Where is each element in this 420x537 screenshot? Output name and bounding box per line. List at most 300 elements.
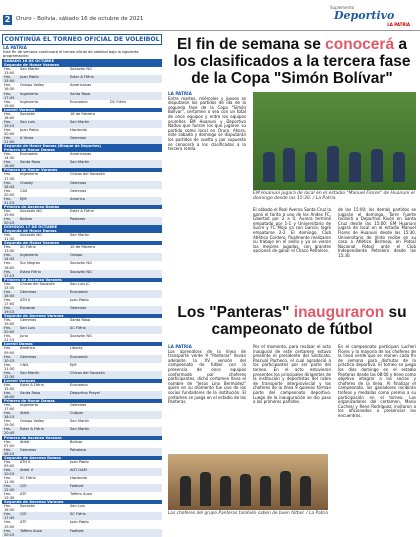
match-time: Hrs. 14:45 <box>4 253 15 262</box>
story2-label: LA PATRIA <box>168 344 192 349</box>
match-note <box>110 326 160 334</box>
home-team: San Martín <box>20 67 40 72</box>
match-note <box>110 120 160 128</box>
match-note <box>110 512 160 520</box>
schedule-row <box>2 427 162 435</box>
away-team: Juan Pablo <box>70 520 89 525</box>
schedule-intro-text: Este fin de semana continuará el torneo oficial de voleibol bajo la siguiente programación: <box>3 50 139 59</box>
match-time: Hrs. 16:00 <box>4 390 15 400</box>
match-note <box>110 83 160 91</box>
home-team: SC Flérix <box>20 475 36 480</box>
match-note <box>110 253 160 261</box>
match-time: Hrs. 13:30 <box>4 492 15 501</box>
match-time: Hrs. 17:00 <box>4 403 15 412</box>
match-time: Hrs. 11:30 <box>4 362 15 371</box>
home-team: América <box>20 346 35 351</box>
schedule-section-header: Primera de Honor Damas <box>2 399 162 403</box>
home-team: Economía <box>20 152 38 157</box>
schedule-section-header: Primera de Ascenso Damas <box>2 205 162 209</box>
schedule-row <box>2 92 162 100</box>
match-time: Hrs. 19:00 <box>4 99 15 108</box>
away-team: America <box>70 196 85 201</box>
home-team: Ingeniería <box>20 99 38 104</box>
away-team: Liberty <box>70 346 83 351</box>
section-logo <box>330 3 412 27</box>
schedule-row <box>2 440 162 448</box>
away-team: 10 de Febrero <box>70 245 95 250</box>
home-team: Ovispo Volley <box>20 83 45 88</box>
away-team: Santa Rosa <box>70 91 91 96</box>
match-time: Hrs. 17:15 <box>4 269 15 278</box>
home-team: Juan Pablo <box>20 75 39 80</box>
match-note <box>110 448 160 456</box>
away-team: Socavón NG <box>70 334 92 339</box>
away-team: Socavón NG <box>70 269 92 274</box>
schedule-row <box>2 383 162 391</box>
schedule-section-header: Segunda de Honor Varones <box>2 241 162 245</box>
schedule-section-header: Primera de Ascenso Varones <box>2 436 162 440</box>
story2-col-2: Por el momento, para realizar el acto inaugural de este certamen estuvo presente el presidente del Sindicato, Pascual Pacheco, el cual agradeció a los participantes por ser parte del torneo. En el acto estuvieron presentes los principales dirigentes de la institución y deportistas del rubro de transporte interprovincial y los choferes de la línea 9 quienes forman parte del campeonato deportivo. Luego de la inauguración se dio paso a los primeros partidos. <box>253 344 331 405</box>
player-figure <box>327 146 339 182</box>
match-note <box>110 363 160 371</box>
schedule-row <box>2 189 162 197</box>
story2-headline <box>168 304 416 338</box>
home-team: Socavón <box>20 504 36 509</box>
away-team: San Martín <box>70 160 90 165</box>
story1-photo-caption: EM Huanuni jugará de local en el estadio "Manuel Flores" de Huanuni el domingo desde las 15:30. / La Patria <box>253 191 415 201</box>
home-team: Socavón NG <box>20 208 42 213</box>
home-team: Ovispo Volley <box>20 419 45 424</box>
away-team: EJM <box>70 362 77 367</box>
schedule-section-header: Primera de Honor Damas <box>2 148 162 152</box>
match-time: Hrs. 19:00 <box>4 208 15 217</box>
away-team: Pasteros <box>70 216 86 221</box>
match-time: Hrs. 16:00 <box>4 160 15 169</box>
away-team: Economía <box>70 354 88 359</box>
player-figure <box>393 152 405 182</box>
home-team: Gemmas <box>20 354 37 359</box>
schedule-row <box>2 403 162 411</box>
story1-col1-text: Entre martes, miércoles y jueves se disputaron los partidos de ida de la segunda fase de la Copa "Simón Bolívar", certamen o sea con un total de once equipos y entre los equipos orureños EM Huanuni y Deportivo Naduo que fueron los que jugaron su partido como local en Oruro. Ahora, este sábado y domingo se disputarán los partidos de vuelta y por supuesto se conocerá a los clasificados a la tercera ronda. <box>168 95 246 152</box>
match-note <box>110 136 160 144</box>
logo-sub: LA PATRIA <box>387 22 410 27</box>
home-team: Ester A Flérix <box>20 382 44 387</box>
match-note <box>110 75 160 83</box>
match-note <box>110 355 160 363</box>
match-note <box>110 160 160 168</box>
match-note <box>110 172 160 180</box>
story1-col-3: de las 15:00; los demás partidos se jugarán el domingo, Torre Fuerte recibirá a Deportivo Kivón en Santa Cruz desde las 15:00; EM Huanuni jugará de local en el estadio Manuel Flores de Huanuni desde las 15:30, Universitario de Vinto recibe en su casa a Atlético Bermejo, en Potosí Nacional Potosí ante el Club Independiente Petrolero desde las 15:30. <box>338 207 416 258</box>
home-team: Santa Rosa <box>20 390 41 395</box>
match-time: Hrs. 16:30 <box>4 504 15 513</box>
schedule-row <box>2 253 162 261</box>
schedule-row <box>2 245 162 253</box>
match-time: Hrs. 20:00 <box>4 127 15 136</box>
player-figure <box>200 472 211 506</box>
schedule-section-header: Segunda de Honor Varones <box>2 63 162 67</box>
schedule-row <box>2 233 162 241</box>
player-figure <box>349 152 361 182</box>
match-time: Hrs. 20:15 <box>4 528 15 537</box>
schedule-row <box>2 112 162 120</box>
away-team: Juan Pablo <box>70 459 89 464</box>
away-team: Economía <box>70 289 88 294</box>
schedule-section-header: Juvenil Varones <box>2 379 162 383</box>
home-team: ATH II <box>20 459 31 464</box>
away-team: SC Flérix <box>70 326 86 331</box>
schedule-row <box>2 128 162 136</box>
match-note <box>110 298 160 306</box>
story2-headline-b: su campeonato de fútbol <box>211 304 407 338</box>
match-note <box>110 520 160 528</box>
match-time: Hrs. 16:00 <box>4 261 15 270</box>
match-time: Hrs. 20:00 <box>4 188 15 197</box>
story2-col1-text: Los aprendices de la línea de transporte verde 9 "Panteras" llevan adelante la XV versión del campeonato de fútbol con la presencia de once equipos conformado por choferes participantes, dicho certamen lleva el nombre de "Jesús Lino Bermúdez" quien en su momento fue uno de los socios fundadores de la institución. El certamen se juega en el estadio de las Panteras. <box>168 348 246 405</box>
away-team: San Luis JC <box>70 281 90 286</box>
schedule-row <box>2 172 162 180</box>
match-note <box>110 189 160 197</box>
match-time: Hrs. 17:45 <box>4 512 15 521</box>
schedule-row <box>2 100 162 108</box>
home-team: Socavón <box>20 111 36 116</box>
match-note <box>110 181 160 189</box>
schedule-row <box>2 346 162 354</box>
away-team: San Martín <box>70 233 90 238</box>
schedule-label: LA PATRIA <box>3 45 27 50</box>
match-note <box>110 460 160 468</box>
match-time: Hrs. 15:00 <box>4 382 15 391</box>
story2-col-3: En el campeonato participan Lucheri Flores y la mayoría de los choferes de la línea verde que se reúnen cada fin de semana para disfrutar de la práctica deportiva. El torneo se juega los días domingo en el estadio Panteras desde las 08:00 y tiene como objetivo integrar a los socios y choferes de la línea. Al finalizar el campeonato, los ganadores recibirán trofeos y medallas como premio a su participación en el torneo. Los organizadores del certamen, Mario Cuchesi y Rene Rodríguez, invitaron a los aficionados a presenciar los encuentros. <box>338 344 416 418</box>
match-note <box>110 492 160 500</box>
schedule-row <box>2 529 162 537</box>
home-team: CAS <box>20 188 28 193</box>
home-team: CJO <box>20 512 27 517</box>
home-team: Ingeniería <box>20 403 38 408</box>
home-team: San Luis <box>20 119 35 124</box>
schedule-row <box>2 75 162 83</box>
match-note <box>110 468 160 476</box>
match-note <box>110 476 160 484</box>
home-team: Taffers Auza <box>20 528 42 533</box>
player-figure <box>220 476 231 506</box>
schedule-row <box>2 355 162 363</box>
match-note <box>110 152 160 160</box>
match-time: Hrs. 21:00 <box>4 136 15 145</box>
home-team: Ingeniería <box>20 91 38 96</box>
schedule-section-header: Juvenil Damas <box>2 342 162 346</box>
logo-super: Suplemento <box>330 5 355 10</box>
schedule-row <box>2 371 162 379</box>
player-figure <box>180 476 191 506</box>
dateline: Oruro - Bolivia, sábado 16 de octubre de 2021 <box>16 16 144 22</box>
away-team: Fadford <box>70 528 84 533</box>
match-time: Hrs. 19:15 <box>4 306 15 315</box>
match-note <box>110 261 160 269</box>
away-team: Ester A Flérix <box>70 75 94 80</box>
match-time: Hrs. 09:00 <box>4 346 15 355</box>
match-note <box>110 383 160 391</box>
home-team: EJM <box>20 196 27 201</box>
schedule-row <box>2 83 162 91</box>
match-time: Hrs. 15:00 <box>4 75 15 84</box>
schedule-section-header: Segunda de Ascenso Varones <box>2 314 162 318</box>
match-time: Hrs. 15:30 <box>4 281 15 290</box>
away-team: Juan Pablo <box>70 297 89 302</box>
away-team: Gemmas <box>70 180 87 185</box>
home-team: ATF <box>20 520 27 525</box>
match-time: Hrs. 21:15 <box>4 334 15 343</box>
match-time: Hrs. 19:00 <box>4 520 15 529</box>
away-team: Chicas del Socavón <box>70 370 105 375</box>
match-note <box>110 290 160 298</box>
schedule-section-header: Primera de Ascenso Varones <box>2 278 162 282</box>
match-time: Hrs. 10:15 <box>4 354 15 363</box>
story1-col-2: El sábado el Real Averna Santa Cruz la ganó el torito a uno de los Andes FC, Libertad por 2 a 0, Aurora terminó empatado por 1-1 y Universitario de Sucre y FC Mojo ya con García, logró empatarse 2-2. El domingo, Club Atlético Cordero, finalmente realizaron su trabajo en el anillo y ya se vieron las mejores jugadas, con grandes opciones de ganar el Chaco Petrolero. <box>253 207 331 254</box>
schedule-intro <box>2 45 162 59</box>
away-team: Gemmas <box>70 403 87 408</box>
away-team: Ester A Flérix <box>70 208 94 213</box>
home-team: Juno <box>20 334 28 339</box>
match-note <box>110 270 160 278</box>
away-team: AGT-GAM <box>70 467 87 472</box>
away-team: Deportivo Proyel <box>70 390 100 395</box>
match-time: Hrs. 18:15 <box>4 411 15 420</box>
home-team: ATF <box>20 492 27 497</box>
schedule-row <box>2 181 162 189</box>
match-note <box>110 371 160 379</box>
match-note <box>110 440 160 448</box>
home-team: Chicas del Socavón <box>20 281 55 286</box>
page-number: 2 <box>4 15 11 24</box>
match-time: Hrs. 17:30 <box>4 172 15 181</box>
match-time: Hrs. 18:00 <box>4 111 15 120</box>
match-note <box>110 411 160 419</box>
away-team: San Luis <box>70 504 85 509</box>
away-team: Petrolero <box>70 447 87 452</box>
away-team: San Martín <box>70 119 90 124</box>
schedule-section-header: Primera de Honor Varones <box>2 168 162 172</box>
story2-headline-a: Los "Panteras" <box>177 304 294 321</box>
away-team: Hacienda <box>70 475 87 480</box>
schedule-row <box>2 160 162 168</box>
schedule-row <box>2 476 162 484</box>
home-team: Ingeniería <box>20 172 38 177</box>
home-team: Socavón NG <box>20 233 42 238</box>
away-team: Gemmas <box>70 136 87 141</box>
schedule-row <box>2 217 162 225</box>
home-team: Eduardo <box>20 306 35 310</box>
away-team: Gemmas <box>70 306 87 310</box>
schedule-row <box>2 512 162 520</box>
match-note <box>110 334 160 342</box>
schedule-section-header: SÁBADO 16 DE OCTUBRE <box>2 59 162 63</box>
match-note <box>110 318 160 326</box>
away-team: Socavón NG <box>70 67 92 72</box>
match-time: Hrs. 20:45 <box>4 427 15 436</box>
home-team: Santa Rosa <box>20 160 41 165</box>
away-team: Hacienda <box>70 127 87 132</box>
schedule-row <box>2 298 162 306</box>
schedule-row <box>2 504 162 512</box>
home-team: Juan Pablo <box>20 127 39 132</box>
match-time: Hrs. 12:30 <box>4 370 15 379</box>
home-team: Esteo Flérix <box>20 269 41 274</box>
story1-headline <box>168 36 416 87</box>
schedule-section-header: Segunda de Honor Damas <box>2 229 162 233</box>
schedule-section-header: Segunda de Ascenso Damas <box>2 456 162 460</box>
away-team: Fadford <box>70 484 84 489</box>
home-team: Chasky <box>20 180 33 185</box>
schedule-row <box>2 334 162 342</box>
match-note <box>110 92 160 100</box>
schedule-section-header: Segunda de Honor Damas (Bloque de Deportes) <box>2 144 162 148</box>
player-figure <box>240 474 251 506</box>
match-time: Hrs. 19:15 <box>4 119 15 128</box>
away-team: San Martín <box>70 419 90 424</box>
match-note <box>110 282 160 290</box>
home-team: SC Flérix <box>20 245 36 250</box>
story1-col-1 <box>168 92 246 297</box>
player-figure <box>260 476 271 506</box>
match-time: Hrs. 10:15 <box>4 467 15 476</box>
schedule-row <box>2 290 162 298</box>
match-time: Hrs. 12:30 <box>4 484 15 493</box>
home-team: Gemmas <box>20 447 37 452</box>
schedule-row <box>2 270 162 278</box>
match-note <box>110 529 160 537</box>
schedule-row <box>2 282 162 290</box>
match-time: Hrs. 19:30 <box>4 419 15 428</box>
away-team: Ovispo <box>70 253 83 258</box>
schedule-body <box>2 45 162 537</box>
match-time: Hrs. 14:30 <box>4 152 15 161</box>
player-figure <box>263 152 275 182</box>
schedule-section-header: Juvenil Varones <box>2 108 162 112</box>
match-note <box>110 504 160 512</box>
match-time: Hrs. 21:15 <box>4 196 15 205</box>
match-time: Hrs. 11:30 <box>4 475 15 485</box>
schedule-section-header: Segunda de Ascenso Varones <box>2 500 162 504</box>
player-figure <box>280 471 291 506</box>
match-note <box>110 391 160 399</box>
schedule-row <box>2 411 162 419</box>
schedule-row <box>2 419 162 427</box>
home-team: A Vicea <box>20 136 34 141</box>
schedule-row <box>2 484 162 492</box>
story1-photo <box>253 92 416 190</box>
match-time: Hrs. 16:45 <box>4 289 15 298</box>
schedule-row <box>2 67 162 75</box>
story1-label: LA PATRIA <box>168 91 192 96</box>
logo-brand: Deportivo <box>334 9 395 22</box>
match-time: Hrs. 07:00 <box>4 439 15 448</box>
story2-headline-em: inauguraron <box>293 304 385 321</box>
away-team: SC Flérix <box>70 512 86 517</box>
player-figure <box>283 148 295 182</box>
match-time: Hrs. 09:00 <box>4 459 15 468</box>
away-team: Chicas del Socavón <box>70 172 105 177</box>
home-team: Ester A Flérix <box>20 427 44 432</box>
home-team: San Luis <box>20 326 35 331</box>
home-team: Bolívar <box>20 216 33 221</box>
away-team: Bolívar <box>70 439 83 444</box>
match-note <box>110 128 160 136</box>
home-team: Sur Negros <box>20 261 40 266</box>
story2-col-1 <box>168 345 246 453</box>
match-note <box>110 346 160 354</box>
story1-headline-b: a los clasificados a la tercera fase de la Copa "Simón Bolívar" <box>173 36 411 87</box>
home-team: CNN <box>20 362 28 367</box>
match-time: Hrs. 18:45 <box>4 180 15 189</box>
schedule-row <box>2 152 162 160</box>
match-time: Hrs. 13:30 <box>4 245 15 254</box>
away-team: Taffers Auza <box>70 492 92 497</box>
schedule-row <box>2 136 162 144</box>
away-team: Gemmas <box>70 188 87 193</box>
match-time: Hrs. 19:00 <box>4 318 15 327</box>
away-team: Americanas <box>70 83 92 88</box>
story1-headline-em: conocerá <box>325 36 395 53</box>
match-note <box>110 403 160 411</box>
match-note <box>110 419 160 427</box>
match-note: DC Flérix <box>110 99 127 104</box>
schedule-row <box>2 363 162 371</box>
home-team: Atleti <box>20 439 30 444</box>
schedule-row <box>2 448 162 456</box>
schedule-section-header: DOMINGO 17 DE OCTUBRE <box>2 225 162 229</box>
schedule-row <box>2 460 162 468</box>
schedule-title: CONTINÚA EL TORNEO OFICIAL DE VOLEIBOL <box>2 34 162 45</box>
away-team: Economía <box>70 382 88 387</box>
away-team: Cutipar <box>70 411 84 416</box>
home-team: Atleti V <box>20 467 34 472</box>
away-team: Americanas <box>70 152 92 157</box>
schedule-row <box>2 120 162 128</box>
schedule-row <box>2 197 162 205</box>
schedule-row <box>2 468 162 476</box>
home-team: Gemmas <box>20 289 37 294</box>
away-team: 18 de Febrero <box>70 111 95 116</box>
match-note <box>110 484 160 492</box>
match-time: Hrs. 08:15 <box>4 447 15 456</box>
away-team: Santa Rosa <box>70 318 91 323</box>
match-time: Hrs. 20:15 <box>4 216 15 226</box>
match-note <box>110 427 160 435</box>
away-team: San Martín <box>70 427 90 432</box>
home-team: San Martín <box>20 370 40 375</box>
match-time: Hrs. 13:00 <box>4 67 15 76</box>
home-team: Ingeniería <box>20 253 38 258</box>
home-team: ATH II <box>20 297 31 302</box>
player-figure <box>300 476 311 506</box>
story1-headline-a: El fin de semana se <box>176 36 326 53</box>
schedule-row <box>2 306 162 314</box>
schedule-row <box>2 391 162 399</box>
schedule-row <box>2 209 162 217</box>
match-note <box>110 245 160 253</box>
match-time: Hrs. 17:00 <box>4 297 15 306</box>
story2-photo-caption: Los choferes del grupo Panteras también saben de buen fútbol. / La Patria <box>168 511 328 516</box>
schedule-row <box>2 326 162 334</box>
match-note <box>110 197 160 205</box>
volleyball-schedule <box>2 34 162 537</box>
story2-photo <box>168 454 328 510</box>
match-note <box>110 306 160 314</box>
match-time: Hrs. 16:30 <box>4 83 15 92</box>
match-time: Hrs. 20:00 <box>4 326 15 335</box>
schedule-row <box>2 520 162 528</box>
match-time: Hrs. 11:30 <box>4 233 15 242</box>
